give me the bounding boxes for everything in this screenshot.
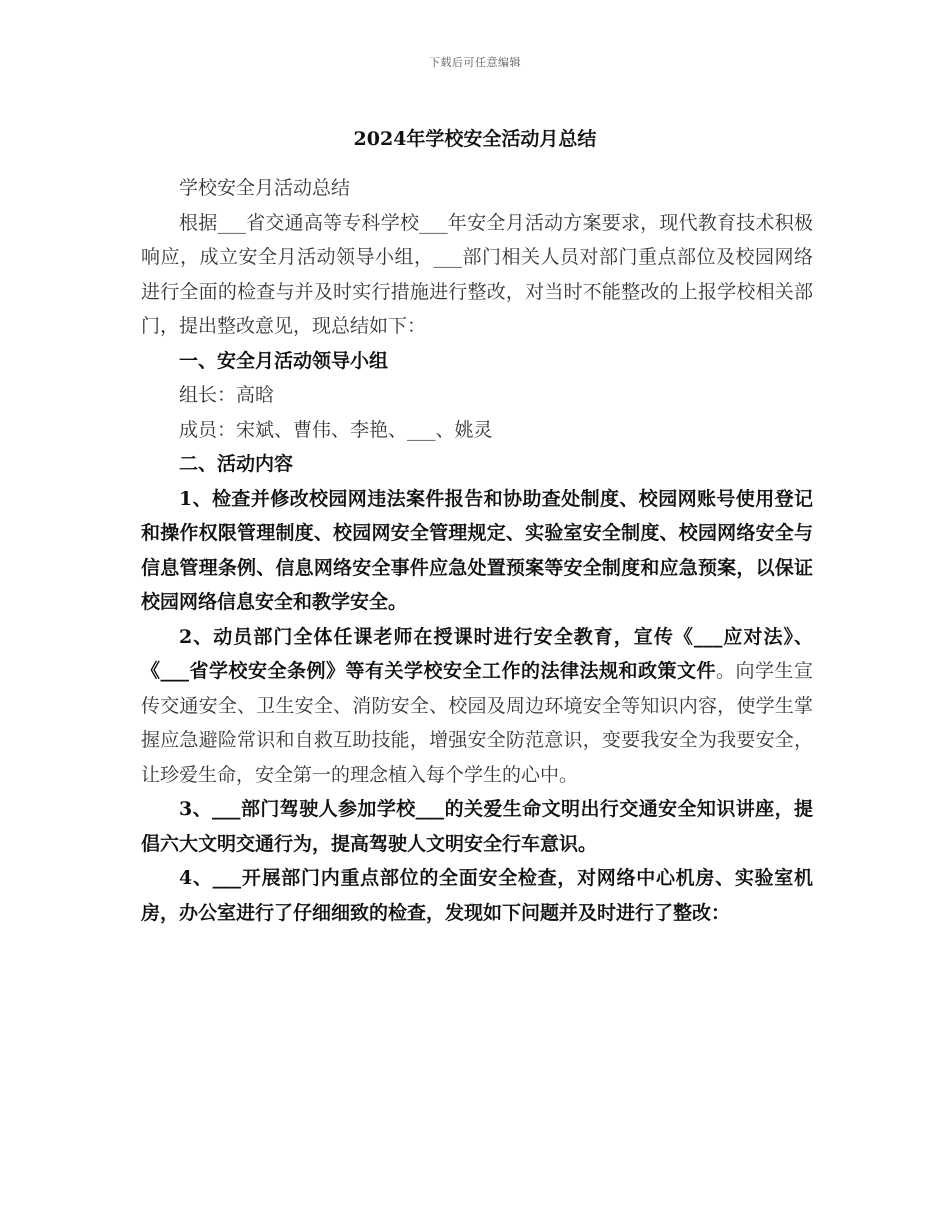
paragraph-subtitle: 学校安全月活动总结 [179,177,351,199]
section-heading-leadership: 一、安全月活动领导小组 [179,349,389,372]
paragraph-item-3: 3、___部门驾驶人参加学校___的关爱生命文明出行交通安全知识讲座，提倡六大文明交通行为，提高驾驶人文明安全行车意识。 [141,798,813,855]
paragraph-item-1: 1、检查并修改校园网违法案件报告和协助查处制度、校园网账号使用登记和操作权限管理制度、校园网安全管理规定、实验室安全制度、校园网络安全与信息管理条例、信息网络安全事件应急处置预案等安全制度和应急预案，以保证校园网络信息安全和教学安全。 [141,487,813,613]
paragraph-item-2-rest: 。向学生宣传交通安全、卫生安全、消防安全、校园及周边环境安全等知识内容，使学生掌握应急避险常识和自救互助技能，增强安全防范意识，变要我安全为我要安全，让珍爱生命，安全第一的理念植入每个学生的心中。 [141,660,813,786]
paragraph-members: 成员：宋斌、曹伟、李艳、___、姚灵 [179,418,493,441]
paragraph-item-2-bold: 2、动员部门全体任课老师在授课时进行安全教育，宣传《___应对法》、《___省学校安全条例》等有关学校安全工作的法律法规和政策文件 [141,625,813,682]
section-heading-activities: 二、活动内容 [179,453,294,475]
header-note: 下载后可任意编辑 [429,56,521,69]
paragraph-intro: 根据___省交通高等专科学校___年安全月活动方案要求，现代教育技术积极响应，成立安全月活动领导小组，___部门相关人员对部门重点部位及校园网络进行全面的检查与并及时实行措施进行整改，对当时不能整改的上报学校相关部门，提出整改意见，现总结如下： [141,211,813,337]
document-body [141,171,813,930]
paragraph-item-2 [141,620,813,793]
paragraph-item-4: 4、___开展部门内重点部位的全面安全检查，对网络中心机房、实验室机房，办公室进行了仔细细致的检查，发现如下问题并及时进行了整改： [141,867,813,924]
document-title: 2024年学校安全活动月总结 [353,128,597,150]
paragraph-leader: 组长：高晗 [179,384,275,406]
